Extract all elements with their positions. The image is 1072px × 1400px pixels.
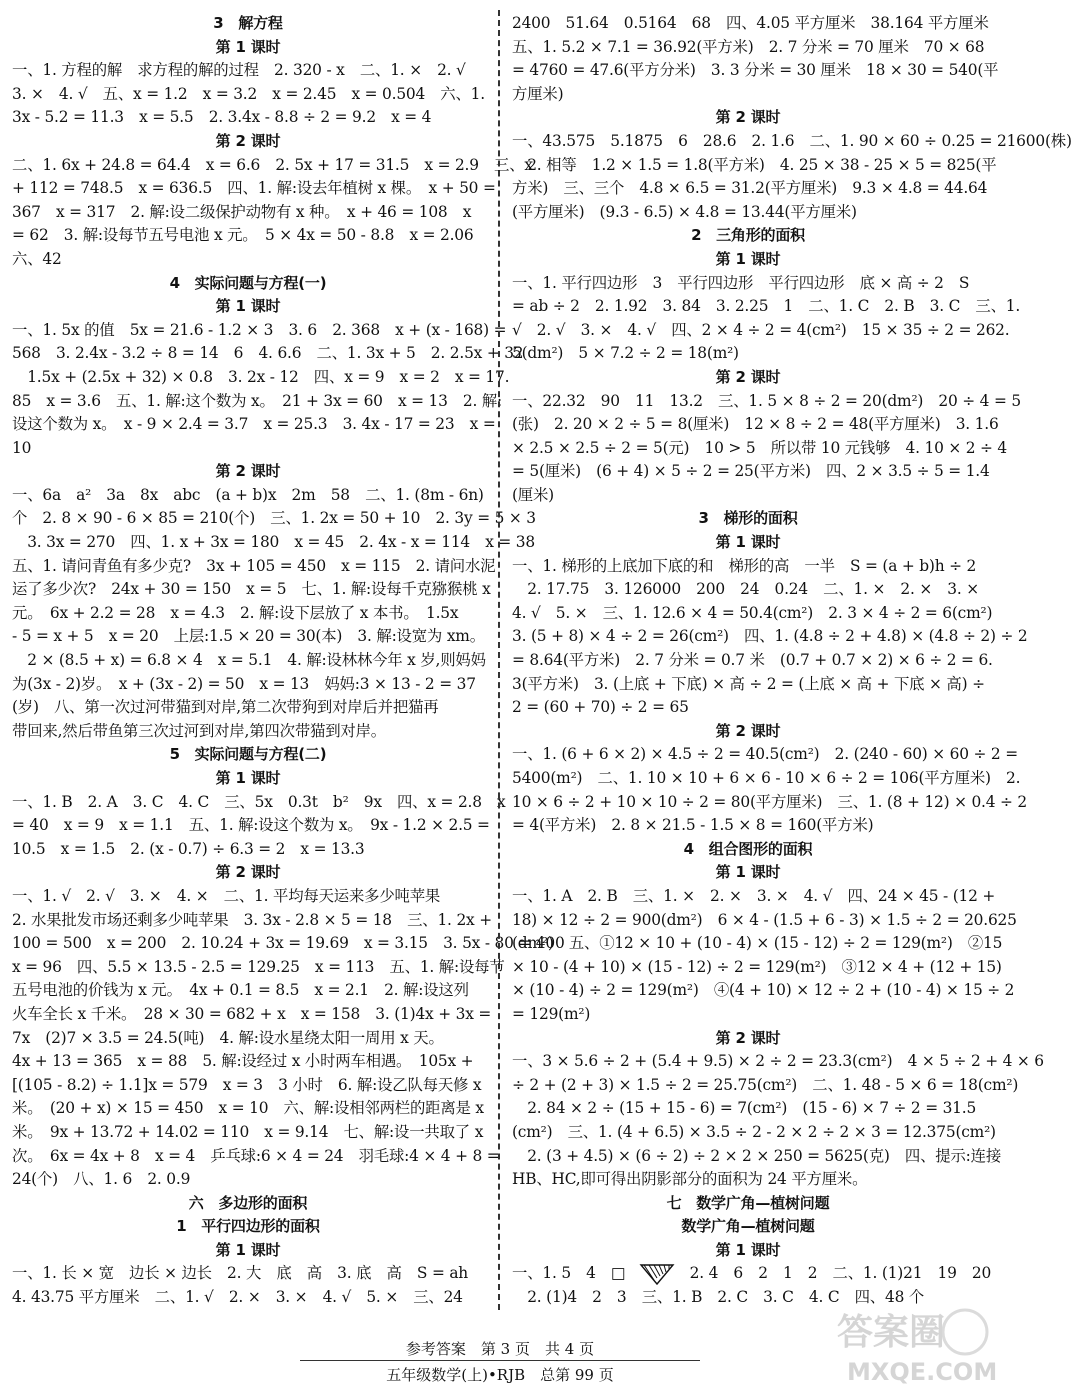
section-heading: 4 实际问题与方程(一) bbox=[169, 273, 327, 292]
section-heading: 第 1 课时 bbox=[215, 769, 281, 787]
answer-line: 一、1. 长 × 宽 边长 × 边长 2. 大 底 高 3. 底 高 S = ah bbox=[12, 1264, 469, 1283]
answer-line: x = 96 四、5.5 × 13.5 - 2.5 = 129.25 x = 113 五、1. 解:设每节 bbox=[12, 957, 505, 976]
answer-line: (张) 2. 20 × 2 ÷ 5 = 8(厘米) 12 × 8 ÷ 2 = 48(平方厘米) 3. 1.6 bbox=[512, 415, 999, 434]
section-heading: 数学广角—植树问题 bbox=[681, 1217, 815, 1236]
answer-line: + 112 = 748.5 x = 636.5 四、1. 解:设去年植树 x 棵。 x + 50 = bbox=[12, 179, 496, 198]
section-heading: 3 梯形的面积 bbox=[698, 509, 798, 528]
section-heading: 六 多边形的面积 bbox=[188, 1193, 308, 1212]
answer-line: (dm²) 五、①12 × 10 + (10 - 4) × (15 - 12) ÷ 2 = 129(m²) ②15 bbox=[512, 934, 1003, 953]
answer-line: 10 bbox=[12, 438, 32, 457]
answer-line: 带回来,然后带鱼第三次过河到对岸,第四次带猫到对岸。 bbox=[12, 721, 386, 740]
answer-line: 一、3 × 5.6 ÷ 2 + (5.4 + 9.5) × 2 ÷ 2 = 23.3(cm²) 4 × 5 ÷ 2 + 4 × 6 bbox=[512, 1052, 1044, 1071]
section-heading: 第 1 课时 bbox=[215, 37, 281, 56]
column-divider bbox=[498, 10, 500, 1310]
svg-text:MXQE.COM: MXQE.COM bbox=[847, 1358, 998, 1386]
answer-line: 10 × 6 ÷ 2 + 10 × 10 ÷ 2 = 80(平方厘米) 三、1. (8 + 12) × 0.4 ÷ 2 bbox=[512, 792, 1028, 811]
answer-line: 2 × (8.5 + x) = 6.8 × 4 x = 5.1 4. 解:设林林今年 x 岁,则妈妈 bbox=[12, 651, 486, 670]
answer-line: 3(平方米) 3. (上底 + 下底) × 高 ÷ 2 = (上底 × 高 + 下底 × 高) ÷ bbox=[512, 674, 985, 693]
answer-line: 设这个数为 x。 x - 9 × 2.4 = 3.7 x = 25.3 3. 4x - 17 = 23 x = bbox=[12, 415, 496, 434]
answer-line: 24(个) 八、1. 6 2. 0.9 bbox=[12, 1170, 191, 1189]
section-heading: 第 1 课时 bbox=[715, 249, 781, 268]
answer-line: 元。 6x + 2.2 = 28 x = 4.3 2. 解:设下层放了 x 本书。 1.5x bbox=[12, 603, 459, 622]
answer-line: 方厘米) bbox=[512, 84, 564, 103]
section-heading: 第 2 课时 bbox=[215, 131, 281, 150]
answer-line: (岁) 八、第一次过河带猫到对岸,第二次带狗到对岸后并把猫再 bbox=[12, 698, 439, 717]
answer-line: 一、6a a² 3a 8x abc (a + b)x 2m 58 二、1. (8m - 6n) bbox=[12, 485, 484, 504]
section-heading: 第 1 课时 bbox=[215, 1240, 281, 1259]
section-heading: 第 2 课时 bbox=[715, 1028, 781, 1047]
answer-line: 2. (1)4 2 3 三、1. B 2. C 3. C 4. C 四、48 个 bbox=[512, 1288, 925, 1307]
answer-line: 运了多少次? 24x + 30 = 150 x = 5 七、1. 解:设每千克猕猴桃 x bbox=[12, 580, 491, 599]
answer-text: 一、1. 5 4 □ bbox=[512, 1264, 641, 1283]
answer-line: 3x - 5.2 = 11.3 x = 5.5 2. 3.4x - 8.8 ÷ 2 = 9.2 x = 4 bbox=[12, 108, 432, 127]
answer-line: 个 2. 8 × 90 - 6 × 85 = 210(个) 三、1. 2x = 50 + 10 2. 3y = 5 × 3 bbox=[12, 509, 536, 528]
section-heading: 4 组合图形的面积 bbox=[683, 839, 813, 858]
answer-line: 4x + 13 = 365 x = 88 5. 解:设经过 x 小时两车相遇。 105x + bbox=[12, 1052, 474, 1071]
answer-line: 10.5 x = 1.5 2. (x - 0.7) ÷ 6.3 = 2 x = 13.3 bbox=[12, 839, 365, 858]
footer-book-info: 五年级数学(上)•RJB 总第 99 页 bbox=[386, 1366, 614, 1384]
answer-line: 1.5x + (2.5x + 32) × 0.8 3. 2x - 12 四、x = 9 x = 2 x = 17. bbox=[12, 367, 510, 386]
answer-line: HB、HC,即可得出阴影部分的面积为 24 平方厘米。 bbox=[512, 1170, 868, 1189]
answer-line: 2. 相等 1.2 × 1.5 = 1.8(平方米) 4. 25 × 38 - 25 × 5 = 825(平 bbox=[512, 155, 997, 174]
answer-line: - 5 = x + 5 x = 20 上层:1.5 × 20 = 30(本) 3. 解:设宽为 xm。 bbox=[12, 627, 485, 646]
answer-text: 2. 4 6 2 1 2 二、1. (1)21 19 20 bbox=[674, 1264, 992, 1283]
answer-line: [(105 - 8.2) ÷ 1.1]x = 579 x = 3 3 小时 6. 解:设乙队每天修 x bbox=[12, 1075, 482, 1094]
answer-line: = 62 3. 解:设每节五号电池 x 元。 5 × 4x = 50 - 8.8 x = 2.06 bbox=[12, 226, 474, 245]
answer-line: (平方厘米) (9.3 - 6.5) × 4.8 = 13.44(平方厘米) bbox=[512, 202, 857, 221]
answer-line: 5400(m²) 二、1. 10 × 10 + 6 × 6 - 10 × 6 ÷ 2 = 106(平方厘米) 2. bbox=[512, 769, 1021, 787]
answer-line: = 4(平方米) 2. 8 × 21.5 - 1.5 × 8 = 160(平方米) bbox=[512, 816, 874, 835]
answer-line: ÷ 2 + (2 + 3) × 1.5 ÷ 2 = 25.75(cm²) 二、1. 48 - 5 × 6 = 18(cm²) bbox=[512, 1075, 1019, 1094]
answer-line: 五、1. 请问青鱼有多少克? 3x + 105 = 450 x = 115 2. 请问水泥 bbox=[12, 556, 496, 575]
answer-line: 方米) 三、三个 4.8 × 6.5 = 31.2(平方厘米) 9.3 × 4.8 = 44.64 bbox=[512, 179, 988, 198]
right-column bbox=[512, 12, 1072, 1310]
answer-line: 2. 84 × 2 ÷ (15 + 15 - 6) = 7(cm²) (15 - 6) × 7 ÷ 2 = 31.5 bbox=[512, 1099, 977, 1118]
answer-line bbox=[512, 1262, 992, 1286]
answer-line: (cm²) 三、1. (4 + 6.5) × 3.5 ÷ 2 - 2 × 2 ÷ 2 × 3 = 12.375(cm²) bbox=[512, 1122, 996, 1141]
answer-line: 一、1. 梯形的上底加下底的和 梯形的高 一半 S = (a + b)h ÷ 2 bbox=[512, 556, 977, 575]
section-heading: 第 2 课时 bbox=[215, 462, 281, 481]
section-heading: 2 三角形的面积 bbox=[691, 226, 805, 245]
answer-line: 2. (3 + 4.5) × (6 ÷ 2) ÷ 2 × 2 × 250 = 5625(克) 四、提示:连接 bbox=[512, 1146, 1002, 1165]
answer-line: 4. √ 5. × 三、1. 12.6 × 4 = 50.4(cm²) 2. 3 × 4 ÷ 2 = 6(cm²) bbox=[512, 603, 993, 622]
section-heading: 第 2 课时 bbox=[715, 367, 781, 386]
section-heading: 第 1 课时 bbox=[715, 533, 781, 552]
answer-line: 一、1. A 2. B 三、1. × 2. × 3. × 4. √ 四、24 × 45 - (12 + bbox=[512, 886, 996, 905]
section-heading: 第 1 课时 bbox=[715, 1240, 781, 1259]
section-heading: 第 1 课时 bbox=[215, 297, 281, 316]
answer-line: 568 3. 2.4x - 3.2 ÷ 8 = 14 6 4. 6.6 二、1. 3x + 5 2. 2.5x + 32 bbox=[12, 344, 524, 363]
answer-line: 85 x = 3.6 五、1. 解:这个数为 x。 21 + 3x = 60 x = 13 2. 解: bbox=[12, 391, 503, 410]
shaded-triangle-icon bbox=[640, 1263, 674, 1285]
answer-line: × (10 - 4) ÷ 2 = 129(m²) ④(4 + 10) × 12 ÷ 2 + (10 - 4) × 15 ÷ 2 bbox=[512, 981, 1015, 1000]
answer-line: 100 = 500 x = 200 2. 10.24 + 3x = 19.69 x = 3.15 3. 5x - 80 = 400 bbox=[12, 934, 565, 953]
answer-line: 一、22.32 90 11 13.2 三、1. 5 × 8 ÷ 2 = 20(dm²) 20 ÷ 4 = 5 bbox=[512, 391, 1021, 410]
answer-line: 5(dm²) 5 × 7.2 ÷ 2 = 18(m²) bbox=[512, 344, 739, 363]
answer-line: 一、1. B 2. A 3. C 4. C 三、5x 0.3t b² 9x 四、x = 2.8 x bbox=[12, 792, 506, 811]
answer-line: 一、43.575 5.1875 6 28.6 2. 1.6 二、1. 90 × 60 ÷ 0.25 = 21600(株) bbox=[512, 131, 1072, 150]
answer-line: = 5(厘米) (6 + 4) × 5 ÷ 2 = 25(平方米) 四、2 × 3.5 ÷ 5 = 1.4 bbox=[512, 462, 990, 481]
answer-line: 2. 水果批发市场还剩多少吨苹果 3. 3x - 2.8 × 5 = 18 三、1. 2x + bbox=[12, 910, 492, 929]
answer-line: 3. 3x = 270 四、1. x + 3x = 180 x = 45 2. 4x - x = 114 x = 38 bbox=[12, 533, 535, 552]
section-heading: 七 数学广角—植树问题 bbox=[666, 1193, 830, 1212]
section-heading: 3 解方程 bbox=[213, 14, 283, 32]
answer-line: 五、1. 5.2 × 7.1 = 36.92(平方米) 2. 7 分米 = 70 厘米 70 × 68 bbox=[512, 37, 985, 56]
answer-line: 3. × 4. √ 五、x = 1.2 x = 3.2 x = 2.45 x = 0.504 六、1. bbox=[12, 84, 485, 103]
answer-line: 二、1. 6x + 24.8 = 64.4 x = 6.6 2. 5x + 17 = 31.5 x = 2.9 三、x bbox=[12, 155, 533, 174]
section-heading: 5 实际问题与方程(二) bbox=[169, 745, 327, 764]
answer-line: = 40 x = 9 x = 1.1 五、1. 解:设这个数为 x。 9x - 1.2 × 2.5 = bbox=[12, 816, 490, 835]
answer-line: × 2.5 × 2.5 ÷ 2 = 5(元) 10 > 5 所以带 10 元钱够 4. 10 × 2 ÷ 4 bbox=[512, 438, 1008, 457]
answer-line: 一、1. √ 2. √ 3. × 4. × 二、1. 平均每天运来多少吨苹果 bbox=[12, 886, 441, 905]
answer-line: 米。 (20 + x) × 15 = 450 x = 10 六、解:设相邻两栏的距离是 x bbox=[12, 1099, 484, 1118]
answer-line: 2. 17.75 3. 126000 200 24 0.24 二、1. × 2. × 3. × bbox=[512, 580, 979, 599]
answer-line: 米。 9x + 13.72 + 14.02 = 110 x = 9.14 七、解:设一共取了 x bbox=[12, 1122, 484, 1141]
answer-line: 7x (2)7 × 3.5 = 24.5(吨) 4. 解:设水星绕太阳一周用 x 天。 bbox=[12, 1028, 444, 1047]
answer-line: (厘米) bbox=[512, 485, 554, 504]
footer-rule bbox=[300, 1360, 700, 1361]
answer-line: 一、1. (6 + 6 × 2) × 4.5 ÷ 2 = 40.5(cm²) 2. (240 - 60) × 60 ÷ 2 = bbox=[512, 745, 1018, 764]
section-heading: 第 2 课时 bbox=[715, 721, 781, 740]
answer-line: 18) × 12 ÷ 2 = 900(dm²) 6 × 4 - (1.5 + 6 - 3) × 1.5 ÷ 2 = 20.625 bbox=[512, 910, 1017, 929]
answer-line: 4. 43.75 平方厘米 二、1. √ 2. × 3. × 4. √ 5. × 三、24 bbox=[12, 1288, 463, 1307]
answer-line: = ab ÷ 2 2. 1.92 3. 84 3. 2.25 1 二、1. C 2. B 3. C 三、1. bbox=[512, 297, 1021, 316]
answer-line: = 4760 = 47.6(平方分米) 3. 3 分米 = 30 厘米 18 × 30 = 540(平 bbox=[512, 61, 999, 80]
answer-line: × 10 - (4 + 10) × (15 - 12) ÷ 2 = 129(m²) ③12 × 4 + (12 + 15) bbox=[512, 957, 1002, 976]
answer-line: 2400 51.64 0.5164 68 四、4.05 平方厘米 38.164 平方厘米 bbox=[512, 14, 989, 32]
svg-text:答案圈: 答案圈 bbox=[837, 1312, 946, 1353]
answer-line: = 8.64(平方米) 2. 7 分米 = 0.7 米 (0.7 + 0.7 × 2) × 6 ÷ 2 = 6. bbox=[512, 651, 993, 670]
answer-line: 367 x = 317 2. 解:设二级保护动物有 x 种。 x + 46 = 108 x bbox=[12, 202, 472, 221]
answer-line: 次。 6x = 4x + 8 x = 4 乒乓球:6 × 4 = 24 羽毛球:4 × 4 + 8 = bbox=[12, 1146, 500, 1165]
answer-line: 为(3x - 2)岁。 x + (3x - 2) = 50 x = 13 妈妈:3 × 13 - 2 = 37 bbox=[12, 674, 476, 693]
watermark-logo bbox=[825, 1292, 998, 1392]
answer-line: 3. (5 + 8) × 4 ÷ 2 = 26(cm²) 四、1. (4.8 ÷ 2 + 4.8) × (4.8 ÷ 2) ÷ 2 bbox=[512, 627, 1028, 646]
answer-line: 一、1. 平行四边形 3 平行四边形 平行四边形 底 × 高 ÷ 2 S bbox=[512, 273, 970, 292]
section-heading: 1 平行四边形的面积 bbox=[176, 1217, 320, 1236]
answer-line: 火车全长 x 千米。 28 × 30 = 682 + x x = 158 3. (1)4x + 3x = bbox=[12, 1004, 492, 1023]
answer-line: 一、1. 方程的解 求方程的解的过程 2. 320 - x 二、1. × 2. √ bbox=[12, 61, 466, 80]
section-heading: 第 1 课时 bbox=[715, 863, 781, 882]
answer-line: 2 = (60 + 70) ÷ 2 = 65 bbox=[512, 698, 689, 717]
section-heading: 第 2 课时 bbox=[215, 863, 281, 882]
answer-line: 一、1. 5x 的值 5x = 21.6 - 1.2 × 3 3. 6 2. 368 x + (x - 168) = bbox=[12, 320, 507, 339]
answer-line: 五号电池的价钱为 x 元。 4x + 0.1 = 8.5 x = 2.1 2. 解:设这列 bbox=[12, 981, 469, 1000]
footer-page-info: 参考答案 第 3 页 共 4 页 bbox=[405, 1340, 595, 1358]
answer-line: 六、42 bbox=[12, 249, 62, 268]
section-heading: 第 2 课时 bbox=[715, 108, 781, 127]
answer-line: = 129(m²) bbox=[512, 1004, 591, 1023]
answer-line: √ 2. √ 3. × 4. √ 四、2 × 4 ÷ 2 = 4(cm²) 15 × 35 ÷ 2 = 262. bbox=[512, 320, 1010, 339]
